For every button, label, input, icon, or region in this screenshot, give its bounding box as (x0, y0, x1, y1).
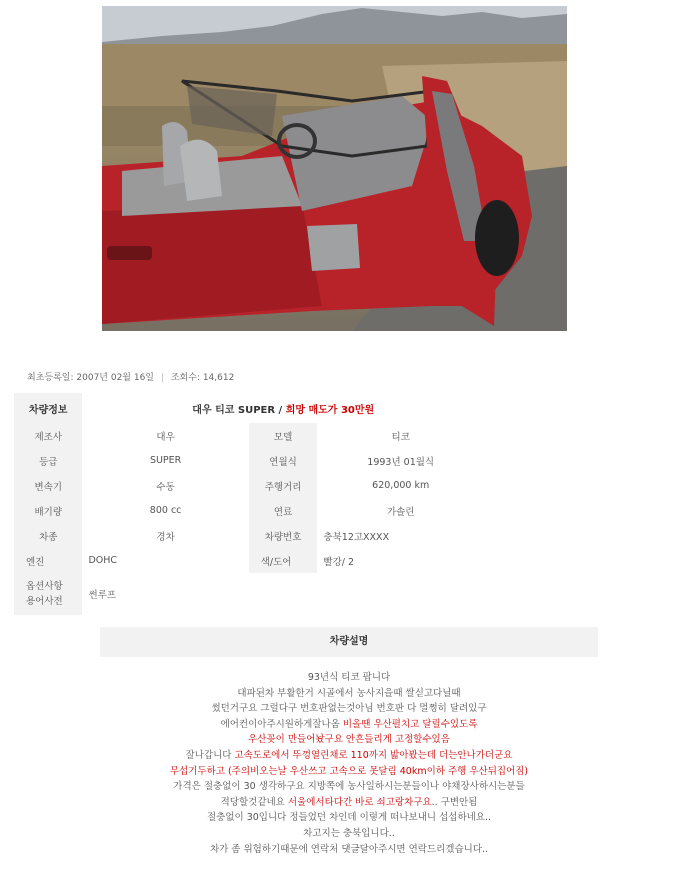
description-line (100, 717, 598, 733)
description-line (100, 810, 598, 826)
vehicle-info-table (14, 393, 484, 615)
description-line (100, 701, 598, 717)
spec-label-model: 모델 (249, 423, 318, 448)
description-header: 차량설명 (100, 627, 598, 657)
spec-value-year: 1993년 01월식 (367, 456, 435, 468)
spec-label-mileage: 주행거리 (249, 473, 318, 498)
spec-label-options (14, 573, 82, 615)
spec-label-grade: 등급 (14, 448, 82, 473)
spec-value-maker: 대우 (156, 431, 175, 443)
description-line (100, 764, 598, 780)
description-text: 절충없이 30입니다 정들었던 차인데 이렇게 떠나보내니 섭섭하네요.. (206, 812, 492, 824)
spec-label-engine: 엔진 (14, 548, 82, 573)
vehicle-info-header: 차량정보 (14, 393, 82, 423)
description-line (100, 826, 598, 842)
description-text: 가격은 절충없이 30 생각하구요 지방쪽에 농사일하시는분들이나 야채장사하시는분들 (173, 781, 525, 793)
description-text: .. 구변안됨 (431, 796, 478, 808)
description-body (100, 670, 598, 857)
spec-options-row (14, 573, 484, 615)
spec-row (14, 548, 484, 573)
description-line (100, 748, 598, 764)
description-text: 차고지는 충북입니다.. (303, 827, 395, 839)
description-text: 썼던거구요 그럴다구 번호판없는것아님 번호판 다 멀쩡히 달려있구 (211, 703, 487, 715)
description-highlight: 비올땐 우산펼치고 달릴수있도록 (342, 718, 478, 730)
spec-value-options: 썬루프 (88, 590, 117, 601)
description-line (100, 842, 598, 858)
glossary-link[interactable]: 용어사전 (26, 596, 63, 607)
spec-label-plate: 차량번호 (249, 523, 318, 548)
spec-value-mileage: 620,000 km (372, 480, 430, 491)
spec-header-row (14, 393, 484, 423)
spec-row (14, 523, 484, 548)
description-text: 대파된차 부활한거 시골에서 농사지을때 쌀싣고다닐때 (237, 687, 461, 699)
description-text: 차가 좀 위험하기때문에 연락처 댓글달아주시면 연락드리겠습니다.. (209, 843, 489, 855)
spec-value-grade: SUPER (149, 455, 182, 466)
spec-label-fuel: 연료 (249, 498, 318, 523)
registered-label: 최초등록일: (27, 373, 74, 383)
description-line (100, 732, 598, 748)
spec-label-year: 연월식 (249, 448, 318, 473)
description-text: 에어컨이아주시원하게잘나옴 (220, 718, 343, 730)
spec-value-displacement: 800 cc (149, 505, 182, 516)
description-line (100, 795, 598, 811)
spec-value-transmission: 수동 (156, 481, 175, 493)
car-illustration (102, 6, 567, 331)
spec-value-color-doors: 빨강/ 2 (323, 556, 355, 568)
description-line (100, 686, 598, 702)
description-text: 93년식 티코 팝니다 (307, 672, 391, 683)
spec-value-car-type: 경차 (156, 531, 175, 543)
registered-date: 2007년 02월 16일 (76, 373, 155, 383)
spec-value-engine: DOHC (88, 555, 118, 566)
listing-title (82, 393, 484, 423)
spec-row (14, 473, 484, 498)
listing-asking-price: 희망 매도가 30만원 (285, 404, 375, 416)
views-count: 14,612 (202, 373, 235, 383)
description-text: 적당할것같네요 (220, 796, 288, 808)
description-highlight: 고속도로에서 뚜껑열린채로 110까지 밟아봤는데 더는안나가더군요 (234, 749, 513, 761)
spec-label-car-type: 차종 (14, 523, 82, 548)
spec-value-fuel: 가솔린 (386, 506, 415, 518)
spec-row (14, 448, 484, 473)
listing-title-prefix: 대우 티코 SUPER / (192, 404, 283, 416)
spec-value-model: 티코 (391, 431, 410, 443)
description-line (100, 670, 598, 686)
meta-separator: | (160, 373, 164, 383)
views-label: 조회수: (170, 373, 200, 383)
car-photo (102, 6, 567, 331)
spec-label-color-doors: 색/도어 (249, 548, 318, 573)
description-text: 잘나갑니다 (185, 749, 235, 761)
description-highlight: 서울에서타다간 바로 쇠고랑차구요 (287, 796, 432, 808)
listing-meta (27, 370, 234, 383)
spec-label-displacement: 배기량 (14, 498, 82, 523)
description-highlight: 무섭기두하고 (주의비오는날 우산쓰고 고속으로 못달림 40km이하 주행 우산뒤집어짐) (169, 765, 529, 777)
options-label: 옵션사항 (26, 581, 63, 592)
description-line (100, 779, 598, 795)
spec-row (14, 498, 484, 523)
spec-label-transmission: 변속기 (14, 473, 82, 498)
spec-value-plate: 충북12고XXXX (323, 531, 390, 543)
spec-label-maker: 제조사 (14, 423, 82, 448)
description-highlight: 우산꽂이 만들어놨구요 안흔들리게 고정할수있음 (248, 734, 450, 746)
spec-row (14, 423, 484, 448)
